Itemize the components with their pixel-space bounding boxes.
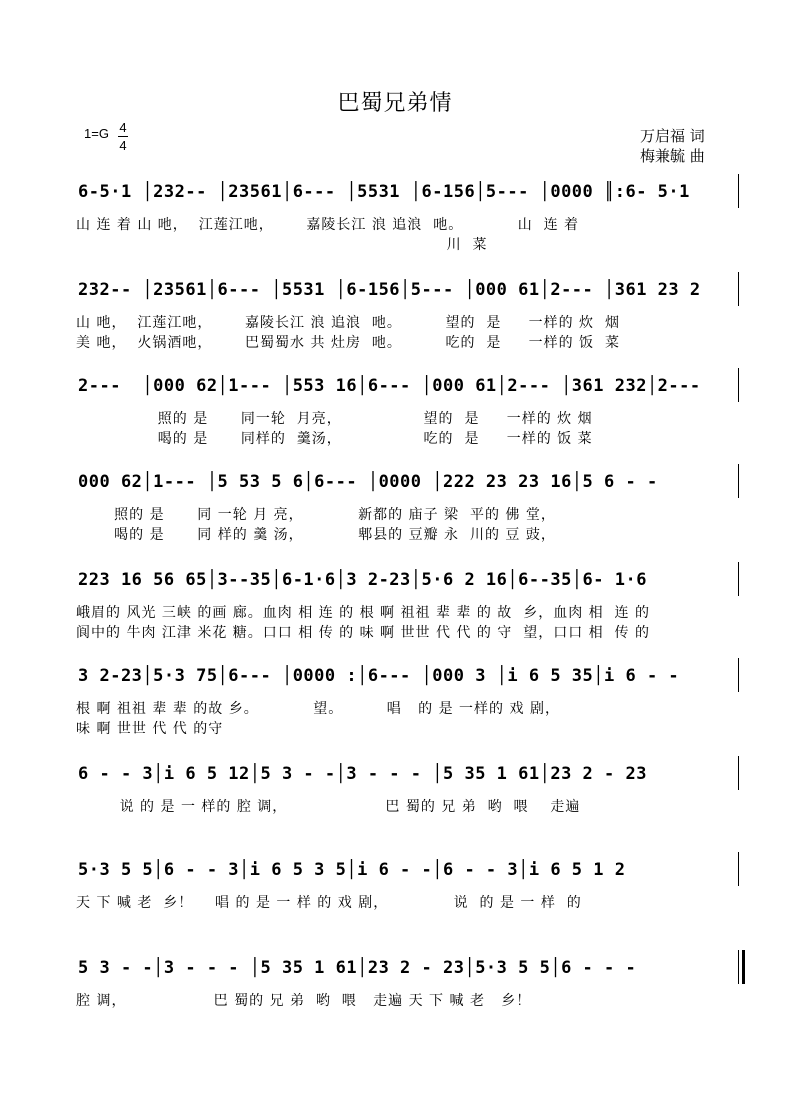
lyric-line: 山 吔， 江莲江吔， 嘉陵长江 浪 追浪 吔。 望的 是 一样的 炊 烟 bbox=[76, 315, 620, 331]
notation-line: 6-5·1 │232-- │23561│6--- │5531 │6-156│5--- │0000 ║:6- 5·1 bbox=[78, 182, 690, 202]
lyric-line: 说 的 是 一 样的 腔 调， 巴 蜀的 兄 弟 哟 喂 走遍 bbox=[76, 799, 581, 815]
system-end-barline bbox=[738, 756, 739, 790]
meter-top: 4 bbox=[119, 120, 127, 135]
system-end-barline bbox=[738, 950, 739, 984]
system-end-barline bbox=[738, 562, 739, 596]
lyric-line: 阆中的 牛肉 江津 米花 糖。口口 相 传 的 味 啊 世世 代 代 的 守 望，口口 相 传 的 bbox=[76, 625, 651, 641]
composer: 梅兼毓 曲 bbox=[640, 147, 705, 165]
system-end-barline bbox=[738, 852, 739, 886]
lyric-line: 腔 调， 巴 蜀的 兄 弟 哟 喂 走遍 天 下 喊 老 乡！ bbox=[76, 993, 532, 1009]
lyric-line: 照的 是 同 一轮 月 亮， 新都的 庙子 梁 平的 佛 堂， bbox=[76, 507, 556, 523]
notation-line: 232-- │23561│6--- │5531 │6-156│5--- │000 61│2--- │361 23 2 bbox=[78, 280, 701, 300]
system-end-barline bbox=[738, 658, 739, 692]
song-title: 巴蜀兄弟情 bbox=[337, 91, 453, 116]
key-signature: 1=G bbox=[84, 126, 109, 141]
notation-line: 2--- │000 62│1--- │553 16│6--- │000 61│2--- │361 232│2--- bbox=[78, 376, 701, 396]
notation-line: 223 16 56 65│3--35│6-1·6│3 2-23│5·6 2 16│6--35│6- 1·6 bbox=[78, 570, 647, 590]
meter-bottom: 4 bbox=[119, 138, 127, 153]
lyricist: 万启福 词 bbox=[640, 127, 705, 145]
lyric-line: 天 下 喊 老 乡！ 唱 的 是 一 样 的 戏 剧， 说 的 是 一 样 的 bbox=[76, 895, 582, 911]
notation-line: 5·3 5 5│6 - - 3│i 6 5 3 5│i 6 - -│6 - - 3│i 6 5 1 2 bbox=[78, 860, 626, 880]
lyric-line: 美 吔， 火锅酒吔， 巴蜀蜀水 共 灶房 吔。 吃的 是 一样的 饭 菜 bbox=[76, 335, 620, 351]
credits bbox=[640, 126, 705, 166]
lyric-line: 照的 是 同一轮 月亮， 望的 是 一样的 炊 烟 bbox=[76, 411, 593, 427]
notation-line: 3 2-23│5·3 75│6--- │0000 :│6--- │000 3 │i 6 5 35│i 6 - - bbox=[78, 666, 680, 686]
lyric-line: 山 连 着 山 吔， 江莲江吔， 嘉陵长江 浪 追浪 吔。 山 连 着 bbox=[76, 217, 580, 233]
lyric-line: 峨眉的 风光 三峡 的画 廊。血肉 相 连 的 根 啊 祖祖 辈 辈 的 故 乡，血肉 相 连 的 bbox=[76, 605, 651, 621]
system-end-barline bbox=[738, 272, 739, 306]
notation-line: 6 - - 3│i 6 5 12│5 3 - -│3 - - - │5 35 1 61│23 2 - 23 bbox=[78, 764, 647, 784]
time-signature bbox=[118, 120, 128, 153]
notation-line: 000 62│1--- │5 53 5 6│6--- │0000 │222 23 23 16│5 6 - - bbox=[78, 472, 658, 492]
lyric-line: 喝的 是 同样的 羹汤， 吃的 是 一样的 饭 菜 bbox=[76, 431, 593, 447]
meter-divider bbox=[118, 136, 128, 137]
system-end-barline bbox=[738, 368, 739, 402]
system-end-barline bbox=[738, 174, 739, 208]
system-end-barline bbox=[738, 464, 739, 498]
lyric-line: 味 啊 世世 代 代 的守 bbox=[76, 721, 224, 737]
final-barline bbox=[742, 950, 745, 984]
lyric-line: 根 啊 祖祖 辈 辈 的故 乡。 望。 唱 的 是 一样的 戏 剧， bbox=[76, 701, 560, 717]
notation-line: 5 3 - -│3 - - - │5 35 1 61│23 2 - 23│5·3 5 5│6 - - - bbox=[78, 958, 637, 978]
lyric-line: 川 菜 bbox=[76, 237, 488, 253]
lyric-line: 喝的 是 同 样的 羹 汤， 郫县的 豆瓣 永 川的 豆 豉， bbox=[76, 527, 556, 543]
